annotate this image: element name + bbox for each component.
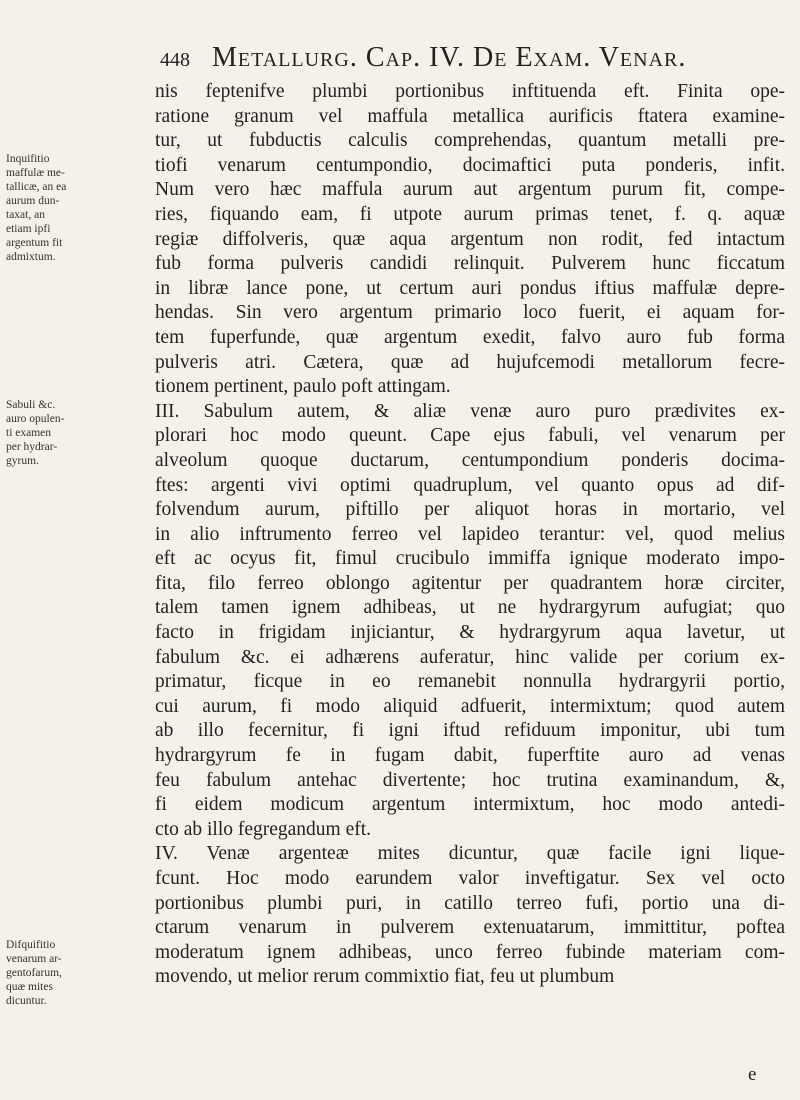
text-line: primatur, ficque in eo remanebit nonnulla hydrargyrii portio, (155, 671, 785, 693)
margin-note-line: ti examen (6, 427, 52, 439)
text-line: fcunt. Hoc modo earundem valor inveftigatur. Sex vel octo (155, 868, 785, 889)
margin-note-line: gentofarum, (6, 967, 62, 979)
text-line: cui aurum, fi modo aliquid adfuerit, intermixtum; quod autem (155, 695, 785, 717)
margin-note-line: per hydrar- (6, 441, 58, 453)
text-line: fabulum &c. ei adhærens auferatur, hinc valide per corium ex- (155, 646, 785, 668)
margin-note-line: Sabuli &c. (6, 399, 56, 411)
margin-note-line: gyrum. (6, 455, 39, 467)
catchword: e (748, 1064, 757, 1085)
text-line: ratione granum vel maffula metallica aurificis ftatera examine- (155, 105, 785, 127)
text-line: in libræ lance pone, ut certum auri pondus iftius maffulæ depre- (155, 277, 785, 299)
body-text (155, 80, 785, 990)
text-line: portionibus plumbi puri, in catillo terreo fufi, portio una di- (155, 892, 785, 914)
text-line: Num vero hæc maffula aurum aut argentum purum fit, compe- (155, 179, 785, 201)
text-line: talem tamen ignem adhibeas, ut ne hydrargyrum aufugiat; quo (155, 597, 785, 619)
margin-note-line: etiam ipfi (6, 223, 51, 235)
text-line: IV. Venæ argenteæ mites dicuntur, quæ facile igni lique- (155, 843, 785, 865)
margin-note-line: auro opulen- (6, 413, 65, 425)
text-line: tiofi venarum centumpondio, docimaftici puta ponderis, infit. (155, 154, 785, 176)
running-title: Metallurg. Cap. IV. De Exam. Venar. (212, 42, 687, 73)
margin-note-line: Inquifitio (6, 153, 50, 165)
text-line: tur, ut fubductis calculis comprehendas, quantum metalli pre- (155, 130, 785, 152)
margin-note-difquifitio (6, 938, 98, 1008)
text-line: facto in frigidam injiciantur, & hydrargyrum aqua lavetur, ut (155, 622, 785, 644)
margin-note-line: tallicæ, an ea (6, 181, 67, 193)
text-line: hendas. Sin vero argentum primario loco fuerit, ei aquam for- (155, 302, 785, 324)
text-line: ab illo fecernitur, fi igni iftud refiduum imponitur, ubi tum (155, 720, 785, 742)
margin-note-sabuli (6, 398, 98, 468)
text-line: feu fabulum antehac divertente; hoc trutina examinandum, &, (155, 769, 785, 791)
text-line: fi eidem modicum argentum intermixtum, hoc modo antedi- (155, 794, 785, 816)
text-line: tionem pertinent, paulo poft attingam. (155, 376, 451, 398)
text-line: ries, fiquando eam, fi utpote aurum primas tenet, f. q. aquæ (155, 203, 785, 225)
margin-note-line: venarum ar- (6, 953, 62, 965)
text-line: cto ab illo fegregandum eft. (155, 818, 372, 840)
margin-note-line: argentum fit (6, 237, 63, 249)
text-line: regiæ diffolveris, quæ aqua argentum non rodit, fed intactum (155, 228, 785, 250)
text-line: III. Sabulum autem, & aliæ venæ auro puro prædivites ex- (155, 400, 785, 422)
text-line: moderatum ignem adhibeas, unco ferreo fubinde materiam com- (155, 941, 785, 963)
text-line: pulveris atri. Cætera, quæ ad hujufcemodi metallorum fecre- (155, 351, 785, 373)
text-line: ftes: argenti vivi optimi quadruplum, vel quanto opus ad dif- (155, 474, 785, 496)
margin-note-inquisitio (6, 152, 98, 264)
margin-note-line: maffulæ me- (6, 167, 65, 179)
text-line: folvendum aurum, piftillo per aliquot horas in mortario, vel (155, 499, 785, 521)
margin-note-line: Difquifitio (6, 939, 56, 951)
margin-note-line: admixtum. (6, 251, 56, 263)
margin-note-line: aurum dun- (6, 195, 60, 207)
margin-note-line: taxat, an (6, 209, 45, 221)
text-line: fita, filo ferreo oblongo agitentur per quadrantem horæ circiter, (155, 572, 785, 594)
margin-note-line: dicuntur. (6, 995, 47, 1007)
margin-note-line: quæ mites (6, 981, 53, 993)
text-line: tem fuperfunde, quæ argentum exedit, falvo auro fub forma (155, 326, 785, 348)
text-line: in alio inftrumento ferreo vel lapideo terantur: vel, quod melius (155, 523, 785, 545)
running-header (160, 42, 780, 74)
text-line: fub forma pulveris candidi relinquit. Pulverem hunc ficcatum (155, 253, 785, 275)
text-line: ctarum venarum in pulverem extenuatarum, immittitur, poftea (155, 917, 785, 939)
text-line: eft ac ocyus fit, fimul crucibulo immiffa ignique moderato impo- (155, 548, 785, 570)
page-number: 448 (160, 49, 190, 71)
text-line: hydrargyrum fe in fugam dabit, fuperftite auro ad venas (155, 745, 785, 767)
text-line: alveolum quoque ductarum, centumpondium ponderis docima- (155, 449, 785, 471)
text-line: nis feptenifve plumbi portionibus inftituenda eft. Finita ope- (155, 81, 785, 102)
text-line: movendo, ut melior rerum commixtio fiat, feu ut plumbum (155, 966, 615, 988)
text-line: plorari hoc modo queunt. Cape ejus fabuli, vel venarum per (155, 425, 785, 447)
